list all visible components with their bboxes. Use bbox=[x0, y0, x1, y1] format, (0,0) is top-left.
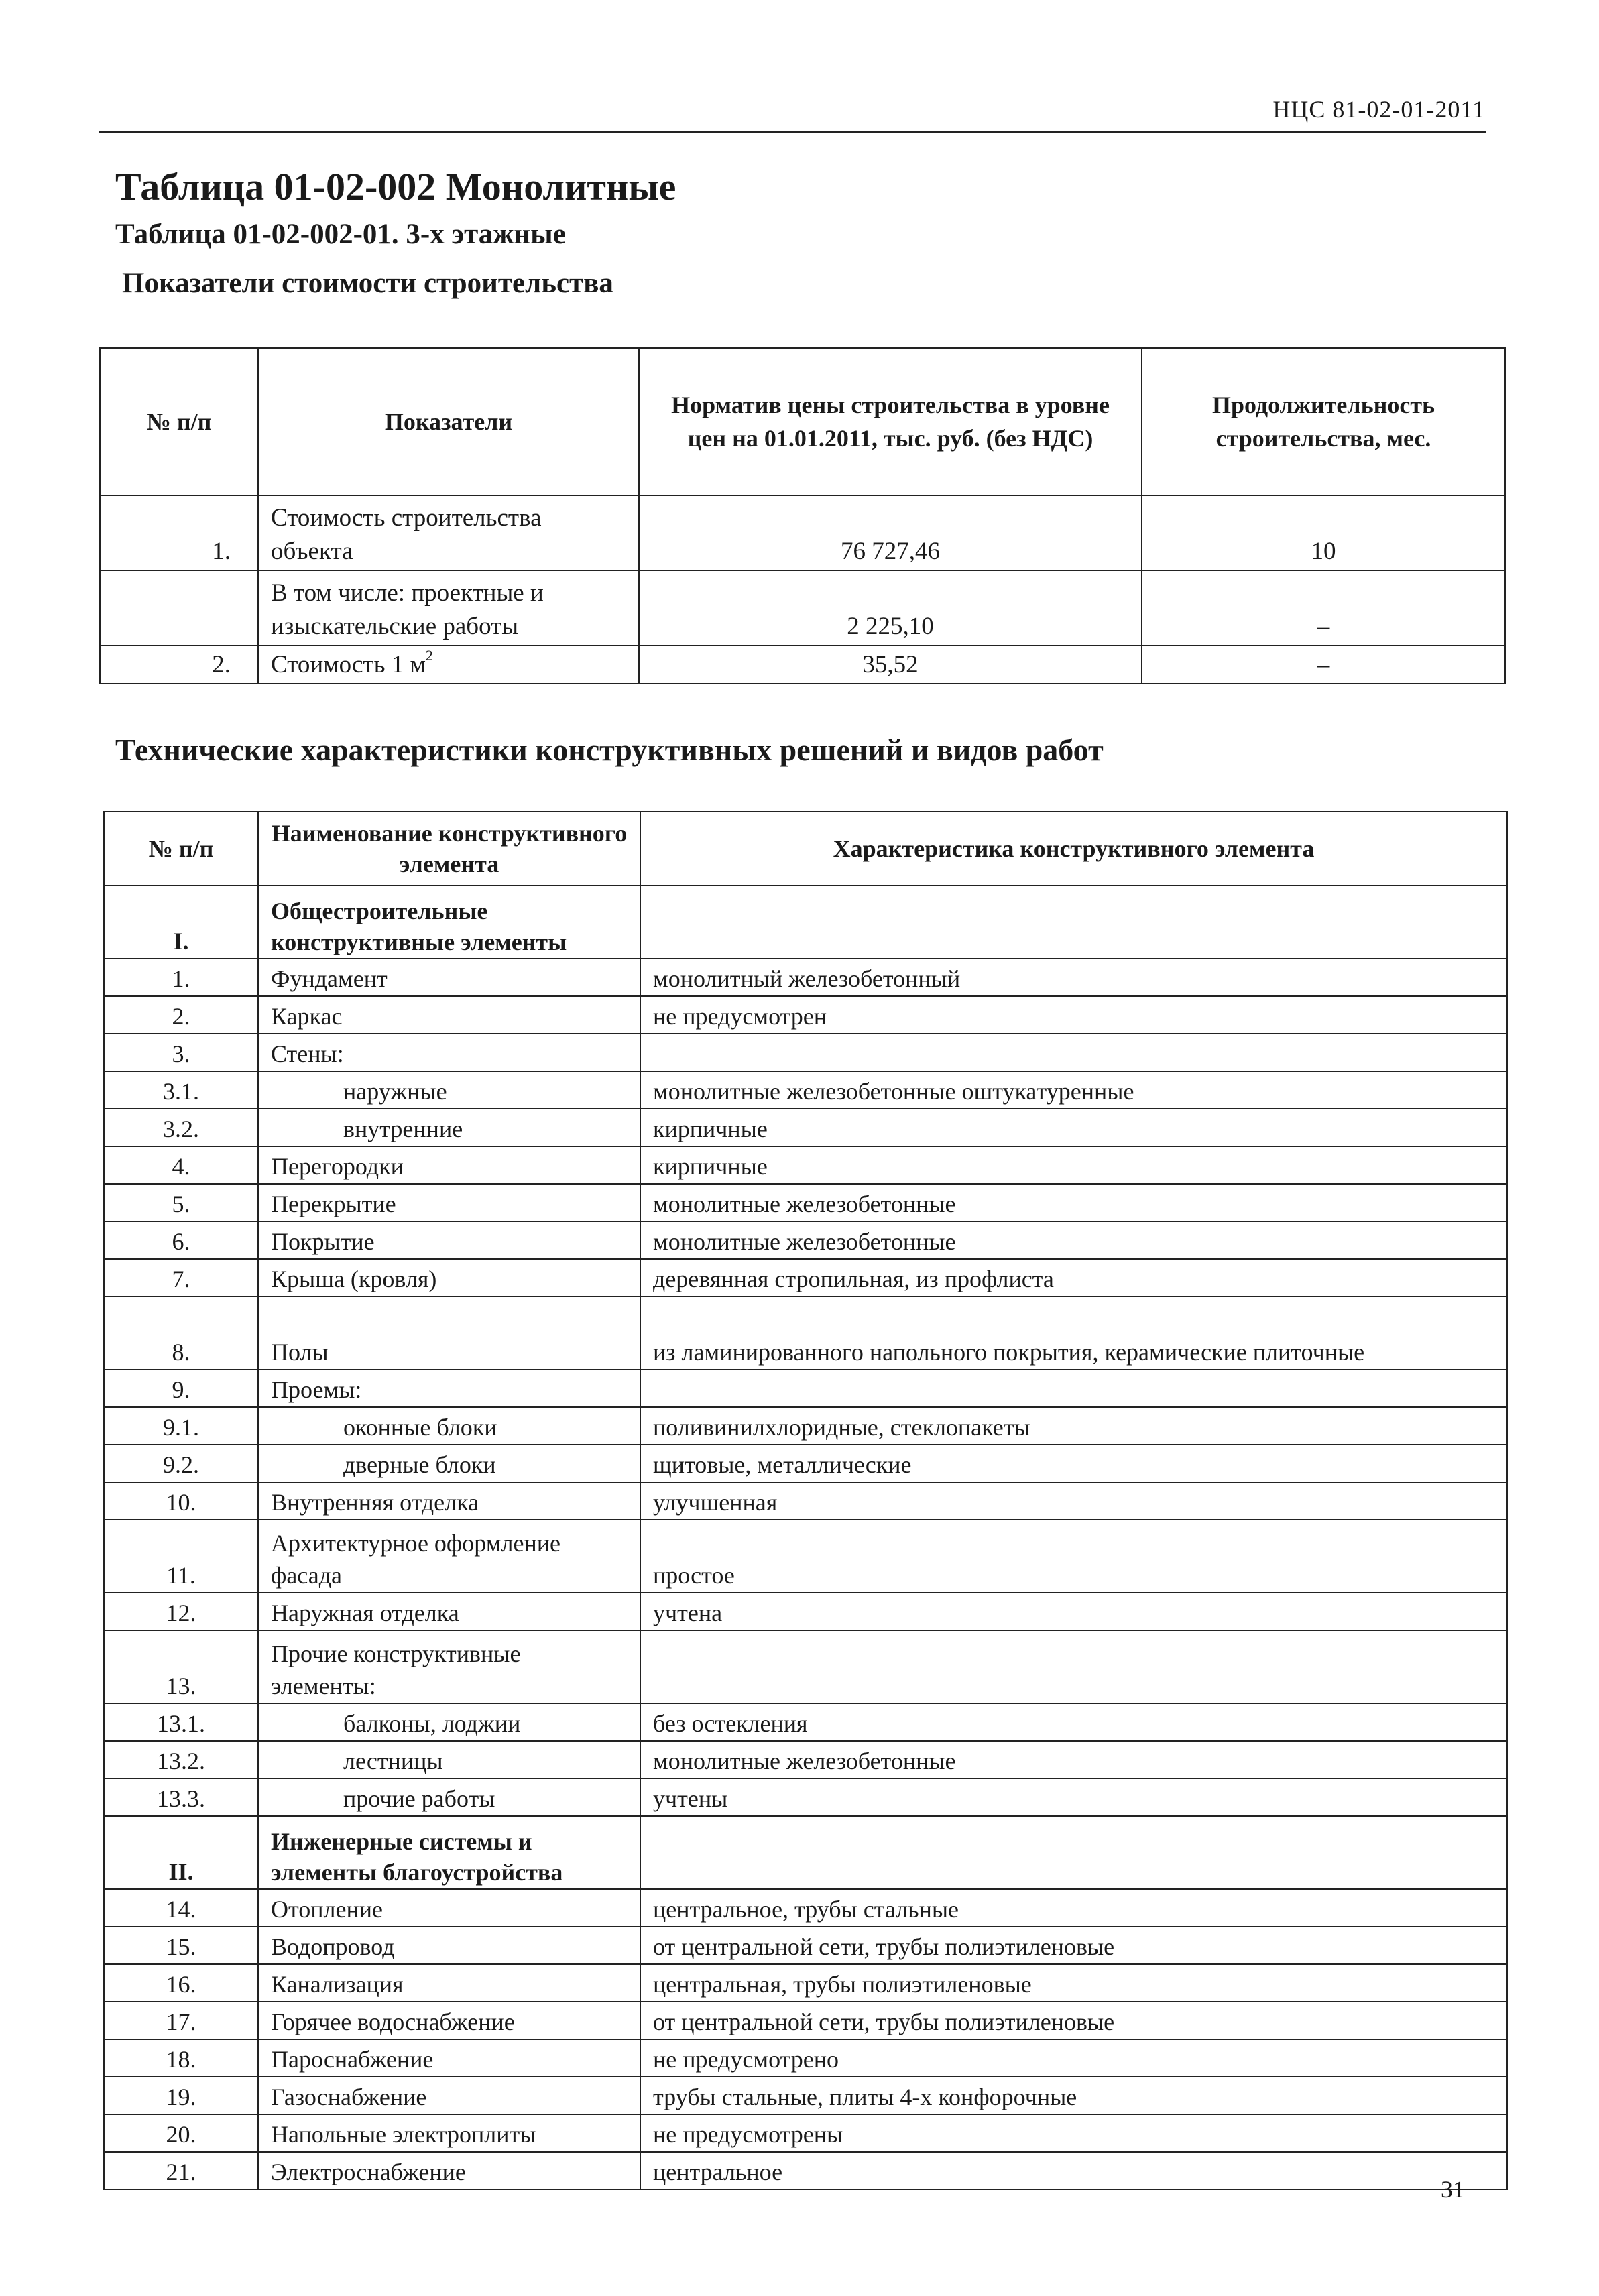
row-indicator: Стоимость строительства объекта bbox=[258, 495, 639, 570]
row-num: 13. bbox=[104, 1630, 258, 1703]
cost-header-row bbox=[100, 348, 1505, 495]
row-characteristic: от центральной сети, трубы полиэтиленовые bbox=[640, 1927, 1507, 1964]
row-duration: – bbox=[1142, 570, 1505, 646]
row-element-name: дверные блоки bbox=[258, 1445, 640, 1482]
row-characteristic: монолитные железобетонные bbox=[640, 1184, 1507, 1221]
row-characteristic: монолитные железобетонные bbox=[640, 1221, 1507, 1259]
row-num: 19. bbox=[104, 2077, 258, 2114]
row-duration: 10 bbox=[1142, 495, 1505, 570]
row-characteristic: кирпичные bbox=[640, 1146, 1507, 1184]
cost-table bbox=[99, 347, 1506, 684]
col-header-element: Наименование конструктивного элемента bbox=[258, 812, 640, 886]
table-row bbox=[104, 1593, 1507, 1630]
row-element-name: Покрытие bbox=[258, 1221, 640, 1259]
row-num: 6. bbox=[104, 1221, 258, 1259]
row-element-name: Общестроительные конструктивные элементы bbox=[258, 886, 640, 959]
row-characteristic: монолитные железобетонные bbox=[640, 1741, 1507, 1778]
row-characteristic: учтены bbox=[640, 1778, 1507, 1816]
row-element-name: балконы, лоджии bbox=[258, 1703, 640, 1741]
row-num: 17. bbox=[104, 2002, 258, 2039]
row-characteristic: деревянная стропильная, из профлиста bbox=[640, 1259, 1507, 1296]
row-element-name: Прочие конструктивные элементы: bbox=[258, 1630, 640, 1703]
row-characteristic: монолитные железобетонные оштукатуренные bbox=[640, 1071, 1507, 1109]
row-characteristic: кирпичные bbox=[640, 1109, 1507, 1146]
table-row bbox=[104, 1703, 1507, 1741]
row-num: 1. bbox=[100, 495, 258, 570]
row-num: II. bbox=[104, 1816, 258, 1889]
row-num: 11. bbox=[104, 1520, 258, 1593]
row-num: 13.1. bbox=[104, 1703, 258, 1741]
row-duration: – bbox=[1142, 646, 1505, 684]
row-element-name: Канализация bbox=[258, 1964, 640, 2002]
page-number: 31 bbox=[1441, 2176, 1465, 2203]
row-element-name: Внутренняя отделка bbox=[258, 1482, 640, 1520]
row-num: 14. bbox=[104, 1889, 258, 1927]
row-characteristic: трубы стальные, плиты 4-х конфорочные bbox=[640, 2077, 1507, 2114]
row-num: 12. bbox=[104, 1593, 258, 1630]
row-element-name: Наружная отделка bbox=[258, 1593, 640, 1630]
row-element-name: Отопление bbox=[258, 1889, 640, 1927]
row-characteristic: простое bbox=[640, 1520, 1507, 1593]
row-characteristic: от центральной сети, трубы полиэтиленовые bbox=[640, 2002, 1507, 2039]
row-characteristic bbox=[640, 1816, 1507, 1889]
row-num: I. bbox=[104, 886, 258, 959]
table-row bbox=[104, 1221, 1507, 1259]
superscript-2: 2 bbox=[425, 647, 433, 664]
row-element-name: Крыша (кровля) bbox=[258, 1259, 640, 1296]
tech-heading: Технические характеристики конструктивных решений и видов работ bbox=[115, 733, 1104, 767]
table-row bbox=[100, 495, 1505, 570]
row-element-name: Газоснабжение bbox=[258, 2077, 640, 2114]
row-num: 16. bbox=[104, 1964, 258, 2002]
row-characteristic: центральная, трубы полиэтиленовые bbox=[640, 1964, 1507, 2002]
row-characteristic: не предусмотрено bbox=[640, 2039, 1507, 2077]
row-element-name: Инженерные системы и элементы благоустройства bbox=[258, 1816, 640, 1889]
table-row bbox=[104, 1741, 1507, 1778]
table-row bbox=[100, 570, 1505, 646]
header-rule bbox=[99, 131, 1486, 133]
row-element-name: Полы bbox=[258, 1296, 640, 1370]
row-indicator-text: Стоимость 1 м bbox=[271, 651, 426, 678]
table-row bbox=[104, 1259, 1507, 1296]
row-num: 9.1. bbox=[104, 1407, 258, 1445]
row-num: 2. bbox=[104, 996, 258, 1034]
row-num: 3.1. bbox=[104, 1071, 258, 1109]
row-num: 20. bbox=[104, 2114, 258, 2152]
table-row bbox=[104, 1889, 1507, 1927]
row-element-name: Стены: bbox=[258, 1034, 640, 1071]
row-num: 9.2. bbox=[104, 1445, 258, 1482]
row-characteristic bbox=[640, 1370, 1507, 1407]
row-num: 9. bbox=[104, 1370, 258, 1407]
table-row bbox=[104, 1407, 1507, 1445]
row-element-name: наружные bbox=[258, 1071, 640, 1109]
row-characteristic bbox=[640, 1630, 1507, 1703]
col-header-characteristic: Характеристика конструктивного элемента bbox=[640, 812, 1507, 886]
table-row bbox=[100, 646, 1505, 684]
row-num: 5. bbox=[104, 1184, 258, 1221]
row-element-name: Архитектурное оформление фасада bbox=[258, 1520, 640, 1593]
row-price: 2 225,10 bbox=[639, 570, 1142, 646]
row-element-name: Фундамент bbox=[258, 959, 640, 996]
table-row bbox=[104, 2114, 1507, 2152]
table-row bbox=[104, 1520, 1507, 1593]
row-num: 3.2. bbox=[104, 1109, 258, 1146]
table-row bbox=[104, 959, 1507, 996]
col-header-num: № п/п bbox=[100, 348, 258, 495]
table-row bbox=[104, 1482, 1507, 1520]
col-header-price: Норматив цены строительства в уровне цен на 01.01.2011, тыс. руб. (без НДС) bbox=[639, 348, 1142, 495]
table-row bbox=[104, 1296, 1507, 1370]
row-element-name: Горячее водоснабжение bbox=[258, 2002, 640, 2039]
table-row bbox=[104, 2152, 1507, 2189]
row-num: 21. bbox=[104, 2152, 258, 2189]
row-element-name: Проемы: bbox=[258, 1370, 640, 1407]
row-num: 15. bbox=[104, 1927, 258, 1964]
row-element-name: Перекрытие bbox=[258, 1184, 640, 1221]
row-num bbox=[100, 570, 258, 646]
row-characteristic: поливинилхлоридные, стеклопакеты bbox=[640, 1407, 1507, 1445]
row-num: 3. bbox=[104, 1034, 258, 1071]
row-element-name: внутренние bbox=[258, 1109, 640, 1146]
row-characteristic: улучшенная bbox=[640, 1482, 1507, 1520]
row-characteristic: щитовые, металлические bbox=[640, 1445, 1507, 1482]
table-row bbox=[104, 1109, 1507, 1146]
row-characteristic: не предусмотрен bbox=[640, 996, 1507, 1034]
row-indicator: В том числе: проектные и изыскательские работы bbox=[258, 570, 639, 646]
table-row bbox=[104, 1964, 1507, 2002]
table-row bbox=[104, 2077, 1507, 2114]
row-characteristic: монолитный железобетонный bbox=[640, 959, 1507, 996]
row-num: 2. bbox=[100, 646, 258, 684]
row-price: 76 727,46 bbox=[639, 495, 1142, 570]
row-characteristic: не предусмотрены bbox=[640, 2114, 1507, 2152]
table-row bbox=[104, 1778, 1507, 1816]
row-characteristic: учтена bbox=[640, 1593, 1507, 1630]
row-num: 10. bbox=[104, 1482, 258, 1520]
row-element-name: оконные блоки bbox=[258, 1407, 640, 1445]
tech-body bbox=[104, 886, 1507, 2189]
row-num: 13.2. bbox=[104, 1741, 258, 1778]
row-element-name: Перегородки bbox=[258, 1146, 640, 1184]
row-characteristic: из ламинированного напольного покрытия, керамические плиточные bbox=[640, 1296, 1507, 1370]
row-characteristic: центральное, трубы стальные bbox=[640, 1889, 1507, 1927]
subtable-title: Таблица 01-02-002-01. 3-х этажные bbox=[115, 219, 566, 250]
table-row bbox=[104, 886, 1507, 959]
col-header-duration: Продолжительность строительства, мес. bbox=[1142, 348, 1505, 495]
row-characteristic: без остекления bbox=[640, 1703, 1507, 1741]
tech-header-row bbox=[104, 812, 1507, 886]
row-element-name: Электроснабжение bbox=[258, 2152, 640, 2189]
table-row bbox=[104, 2039, 1507, 2077]
table-row bbox=[104, 1630, 1507, 1703]
row-num: 8. bbox=[104, 1296, 258, 1370]
row-element-name: Водопровод bbox=[258, 1927, 640, 1964]
table-row bbox=[104, 1370, 1507, 1407]
table-row bbox=[104, 1816, 1507, 1889]
row-num: 18. bbox=[104, 2039, 258, 2077]
table-row bbox=[104, 1927, 1507, 1964]
document-code: НЦС 81-02-01-2011 bbox=[1272, 96, 1485, 123]
table-title: Таблица 01-02-002 Монолитные bbox=[115, 165, 676, 208]
col-header-num: № п/п bbox=[104, 812, 258, 886]
row-characteristic bbox=[640, 1034, 1507, 1071]
row-characteristic: центральное bbox=[640, 2152, 1507, 2189]
row-num: 1. bbox=[104, 959, 258, 996]
row-characteristic bbox=[640, 886, 1507, 959]
row-indicator bbox=[258, 646, 639, 684]
table-row bbox=[104, 1146, 1507, 1184]
row-num: 13.3. bbox=[104, 1778, 258, 1816]
col-header-indicator: Показатели bbox=[258, 348, 639, 495]
table-row bbox=[104, 996, 1507, 1034]
row-num: 7. bbox=[104, 1259, 258, 1296]
row-num: 4. bbox=[104, 1146, 258, 1184]
table-row bbox=[104, 1071, 1507, 1109]
cost-heading: Показатели стоимости строительства bbox=[122, 267, 613, 299]
row-element-name: Пароснабжение bbox=[258, 2039, 640, 2077]
tech-table bbox=[103, 811, 1508, 2190]
table-row bbox=[104, 2002, 1507, 2039]
row-element-name: прочие работы bbox=[258, 1778, 640, 1816]
row-element-name: лестницы bbox=[258, 1741, 640, 1778]
row-price: 35,52 bbox=[639, 646, 1142, 684]
table-row bbox=[104, 1034, 1507, 1071]
row-element-name: Напольные электроплиты bbox=[258, 2114, 640, 2152]
table-row bbox=[104, 1445, 1507, 1482]
table-row bbox=[104, 1184, 1507, 1221]
row-element-name: Каркас bbox=[258, 996, 640, 1034]
